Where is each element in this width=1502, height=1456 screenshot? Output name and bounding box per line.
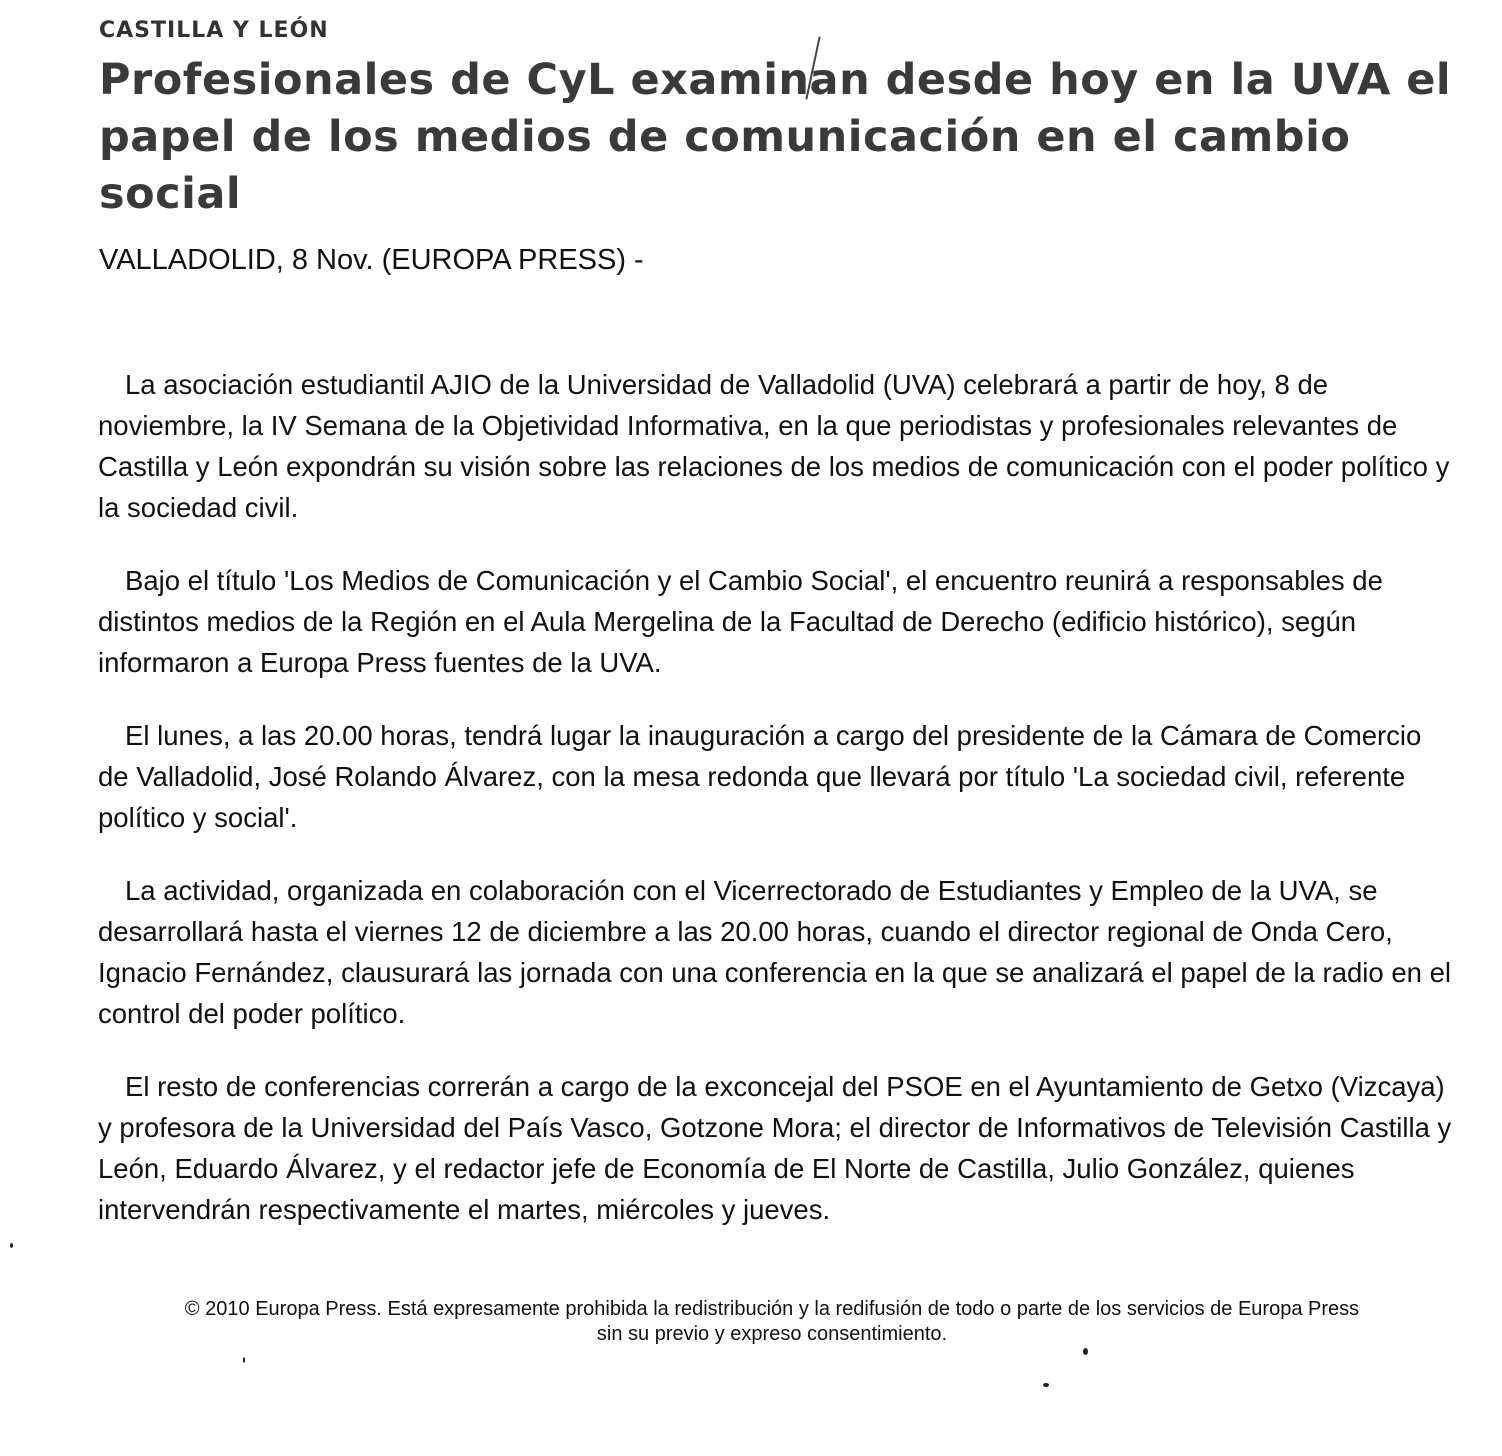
paragraph-5: El resto de conferencias correrán a cargo de la exconcejal del PSOE en el Ayuntamiento de Getxo (Vizcaya) y profesora de la Universidad del País Vasco, Gotzone Mora; el director de Informativos de Televisión Castilla y León, Eduardo Álvarez, y el redactor jefe de Economía de El Norte de Castilla, Julio González, quienes intervendrán respectivamente el martes, miércoles y jueves. — [98, 1071, 1452, 1225]
paragraph-2: Bajo el título 'Los Medios de Comunicación y el Cambio Social', el encuentro reunirá a responsables de distintos medios de la Región en el Aula Mergelina de la Facultad de Derecho (edificio histórico), según informaron a Europa Press fuentes de la UVA. — [98, 565, 1383, 678]
headline: Profesionales de CyL examinan desde hoy en la UVA el papel de los medios de comunicación en el cambio social — [99, 55, 1452, 219]
paragraph-4: La actividad, organizada en colaboración con el Vicerrectorado de Estudiantes y Empleo de la UVA, se desarrollará hasta el viernes 12 de diciembre a las 20.00 horas, cuando el director regional de Onda Cero, Ignacio Fernández, clausurará las jornada con una conferencia en la que se analizará el papel de la radio en el control del poder político. — [98, 875, 1451, 1029]
scan-speck — [1043, 1383, 1049, 1387]
dateline: VALLADOLID, 8 Nov. (EUROPA PRESS) - — [99, 244, 644, 276]
section-kicker: CASTILLA Y LEÓN — [99, 18, 329, 43]
article-body — [98, 364, 1458, 1262]
scan-speck — [10, 1243, 13, 1248]
paragraph-3: El lunes, a las 20.00 horas, tendrá lugar la inauguración a cargo del presidente de la Cámara de Comercio de Valladolid, José Rolando Álvarez, con la mesa redonda que llevará por título 'La sociedad civil, referente político y social'. — [98, 720, 1422, 833]
copyright-footer — [90, 1297, 1454, 1347]
copyright-line-2: sin su previo y expreso consentimiento. — [596, 1323, 948, 1345]
scan-speck — [243, 1357, 245, 1363]
paragraph-1: La asociación estudiantil AJIO de la Universidad de Valladolid (UVA) celebrará a partir de hoy, 8 de noviembre, la IV Semana de la Objetividad Informativa, en la que periodistas y profesionales relevantes de Castilla y León expondrán su visión sobre las relaciones de los medios de comunicación con el poder político y la sociedad civil. — [98, 369, 1450, 523]
scan-speck — [1083, 1348, 1088, 1355]
copyright-line-1: © 2010 Europa Press. Está expresamente prohibida la redistribución y la redifusión de todo o parte de los servicios de Europa Press — [184, 1298, 1360, 1320]
